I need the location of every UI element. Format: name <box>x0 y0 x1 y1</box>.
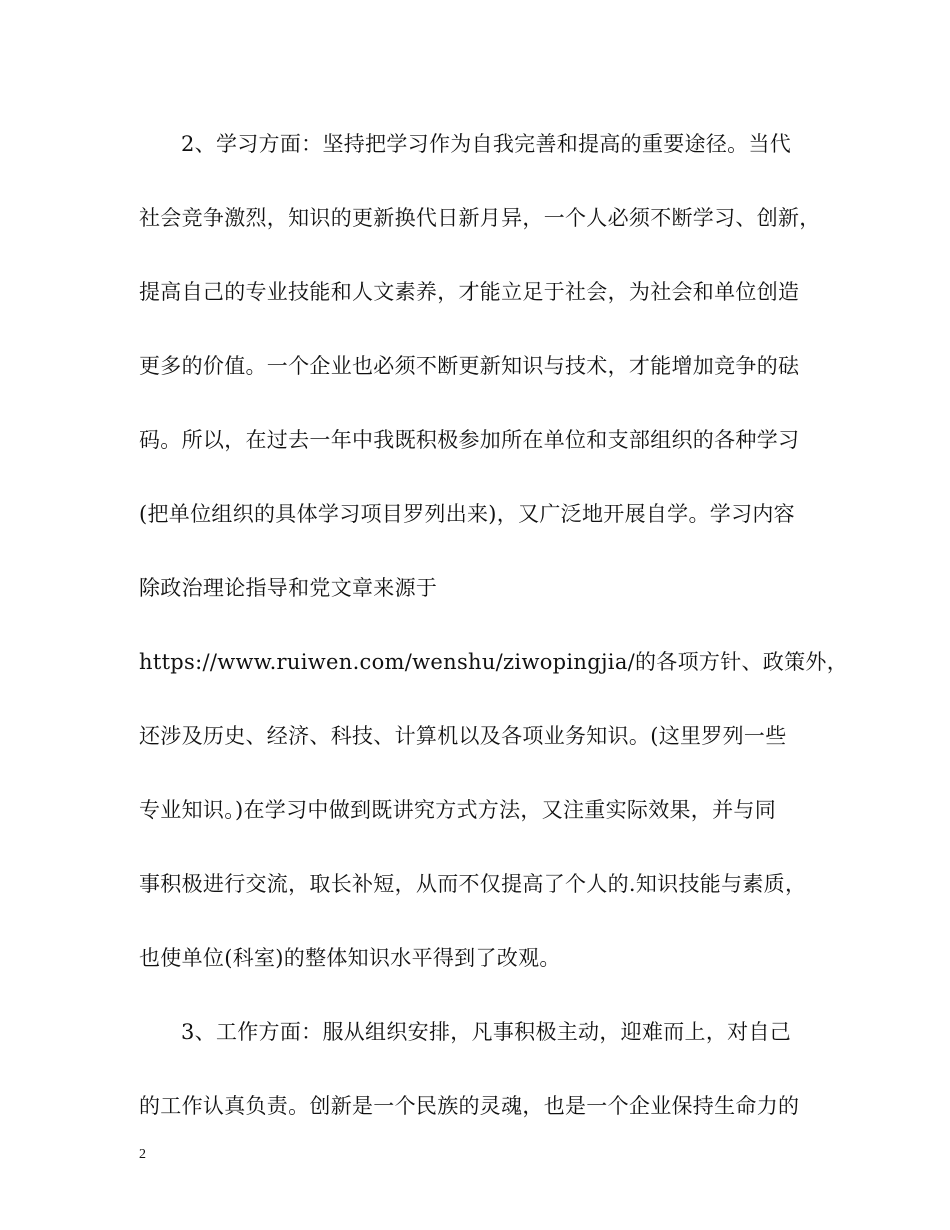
paragraph-line: 还涉及历史、经济、科技、计算机以及各项业务知识。(这里罗列一些 <box>139 724 787 748</box>
paragraph-line: 专业知识。)在学习中做到既讲究方式方法，又注重实际效果，并与同 <box>139 798 776 822</box>
paragraph-line: 事积极进行交流，取长补短，从而不仅提高了个人的.知识技能与素质， <box>139 872 807 896</box>
paragraph-line: 除政治理论指导和党文章来源于 <box>139 576 438 600</box>
paragraph-line: 的工作认真负责。创新是一个民族的灵魂，也是一个企业保持生命力的 <box>139 1094 800 1118</box>
paragraph-line: (把单位组织的具体学习项目罗列出来)，又广泛地开展自学。学习内容 <box>139 502 795 526</box>
paragraph-line: 提高自己的专业技能和人文素养，才能立足于社会，为社会和单位创造 <box>139 280 800 304</box>
paragraph-line: 更多的价值。一个企业也必须不断更新知识与技术，才能增加竞争的砝 <box>139 354 800 378</box>
page-number: 2 <box>139 1147 146 1162</box>
paragraph-line: 码。所以，在过去一年中我既积极参加所在单位和支部组织的各种学习 <box>139 428 800 452</box>
paragraph-line: 社会竞争激烈，知识的更新换代日新月异，一个人必须不断学习、创新， <box>139 206 821 230</box>
paragraph-line-with-link: https://www.ruiwen.com/wenshu/ziwopingjia/的各项方针、政策外， <box>139 650 849 674</box>
paragraph-line: 3、工作方面：服从组织安排，凡事积极主动，迎难而上，对自己 <box>181 1020 792 1044</box>
paragraph-line: 也使单位(科室)的整体知识水平得到了改观。 <box>139 946 561 970</box>
paragraph-line: 2、学习方面：坚持把学习作为自我完善和提高的重要途径。当代 <box>181 132 792 156</box>
